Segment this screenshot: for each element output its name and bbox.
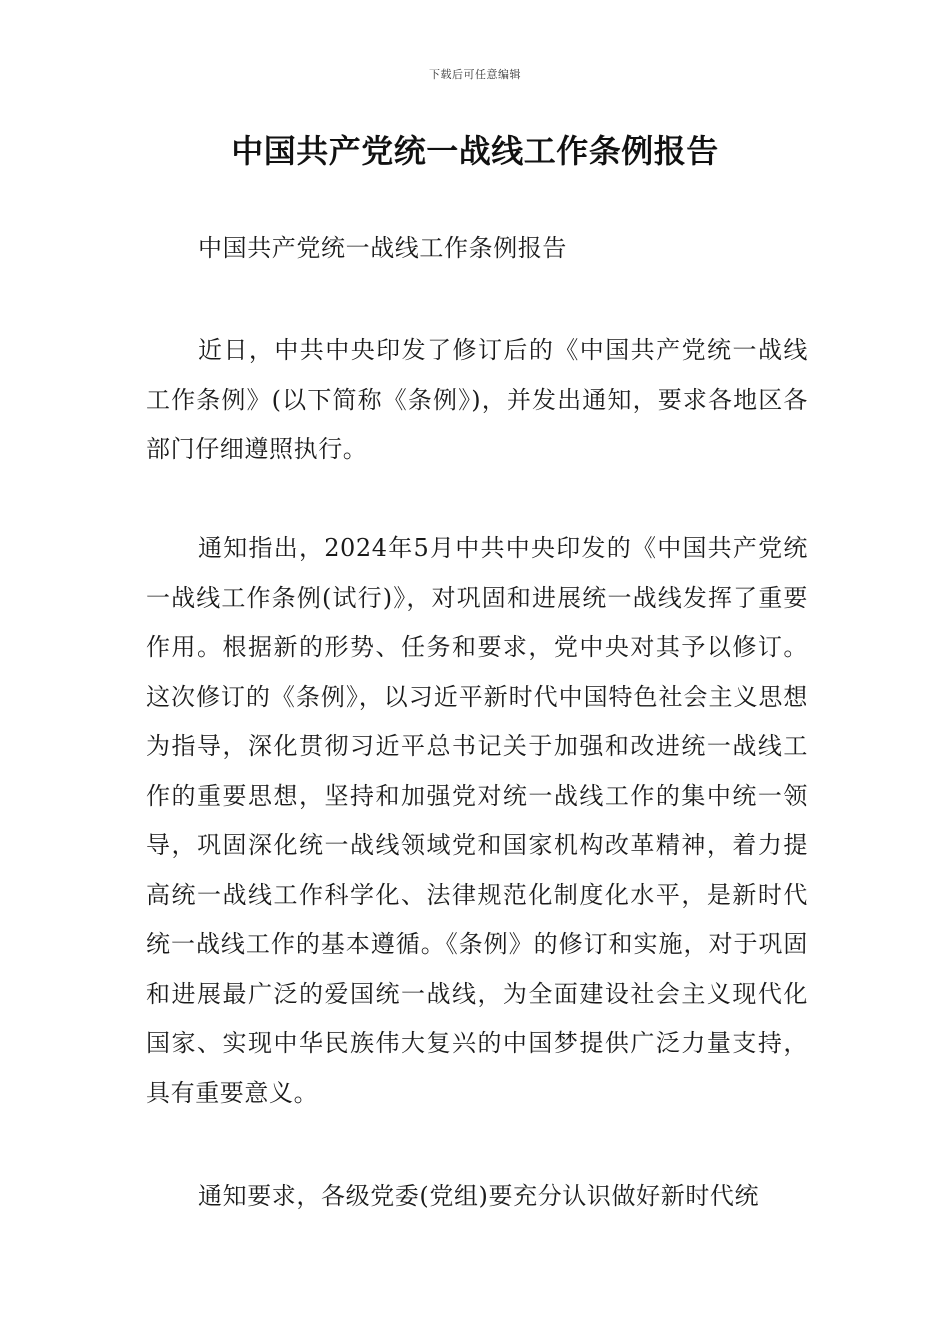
body-paragraph-2: 通知指出，2024年5月中共中央印发的《中国共产党统一战线工作条例(试行)》，对巩固和进展统一战线发挥了重要作用。根据新的形势、任务和要求，党中央对其予以修订。这次修订的《条例》，以习近平新时代中国特色社会主义思想为指导，深化贯彻习近平总书记关于加强和改进统一战线工作的重要思想，坚持和加强党对统一战线工作的集中统一领导，巩固深化统一战线领域党和国家机构改革精神，着力提高统一战线工作科学化、法律规范化制度化水平，是新时代统一战线工作的基本遵循。《条例》的修订和实施，对于巩固和进展最广泛的爱国统一战线，为全面建设社会主义现代化国家、实现中华民族伟大复兴的中国梦提供广泛力量支持，具有重要意义。 xyxy=(146,534,808,1107)
body-paragraph-1: 近日，中共中央印发了修订后的《中国共产党统一战线工作条例》(以下简称《条例》)，并发出通知，要求各地区各部门仔细遵照执行。 xyxy=(146,336,808,463)
subtitle-paragraph-block xyxy=(146,224,808,274)
paragraph-block-3 xyxy=(146,1172,808,1222)
document-title: 中国共产党统一战线工作条例报告 xyxy=(231,132,719,170)
subtitle-paragraph: 中国共产党统一战线工作条例报告 xyxy=(198,234,567,262)
header-note: 下载后可任意编辑 xyxy=(429,68,521,81)
body-paragraph-3: 通知要求，各级党委(党组)要充分认识做好新时代统 xyxy=(198,1182,760,1210)
paragraph-block-1 xyxy=(146,326,808,475)
paragraph-block-2 xyxy=(146,524,808,1118)
